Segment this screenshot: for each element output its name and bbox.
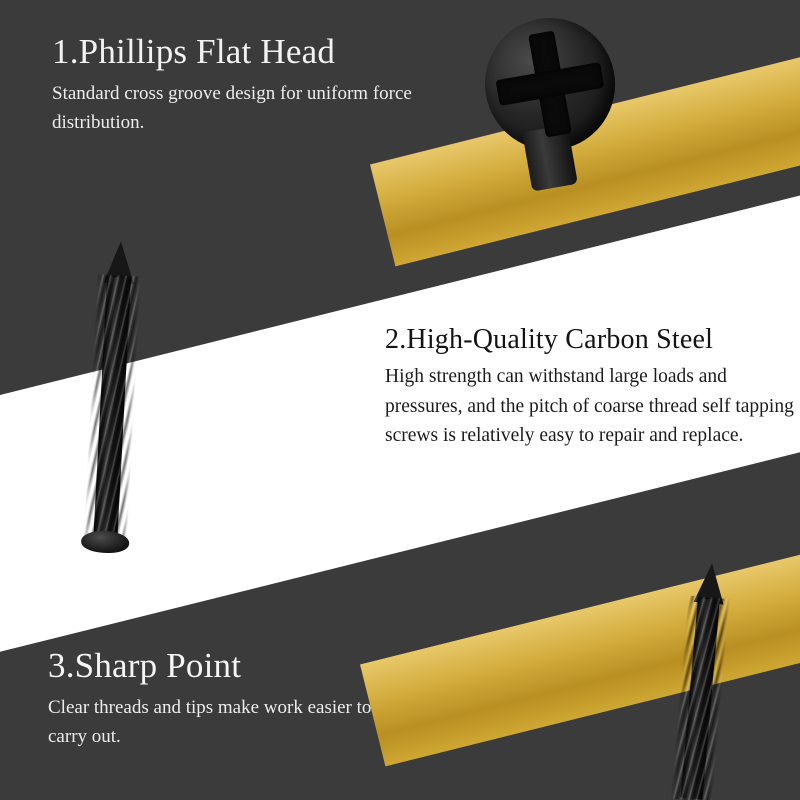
screw-threads	[83, 274, 141, 542]
feature-heading: 2.High-Quality Carbon Steel	[385, 324, 714, 355]
feature-body: Standard cross groove design for uniform force distribution.	[52, 82, 412, 134]
feature-block-phillips-flat-head	[52, 34, 432, 138]
phillips-screw-head-icon	[485, 18, 620, 178]
feature-body: High strength can withstand large loads and pressures, and the pitch of coarse thread self tapping screws is relatively easy to repair and replace.	[385, 366, 794, 446]
feature-heading: 3.Sharp Point	[48, 646, 242, 685]
screw-tip-threads	[670, 595, 730, 800]
feature-block-high-quality-carbon-steel	[385, 325, 800, 450]
feature-block-sharp-point	[48, 648, 408, 752]
feature-heading: 1.Phillips Flat Head	[52, 32, 336, 71]
feature-body: Clear threads and tips make work easier to carry out.	[48, 696, 372, 748]
